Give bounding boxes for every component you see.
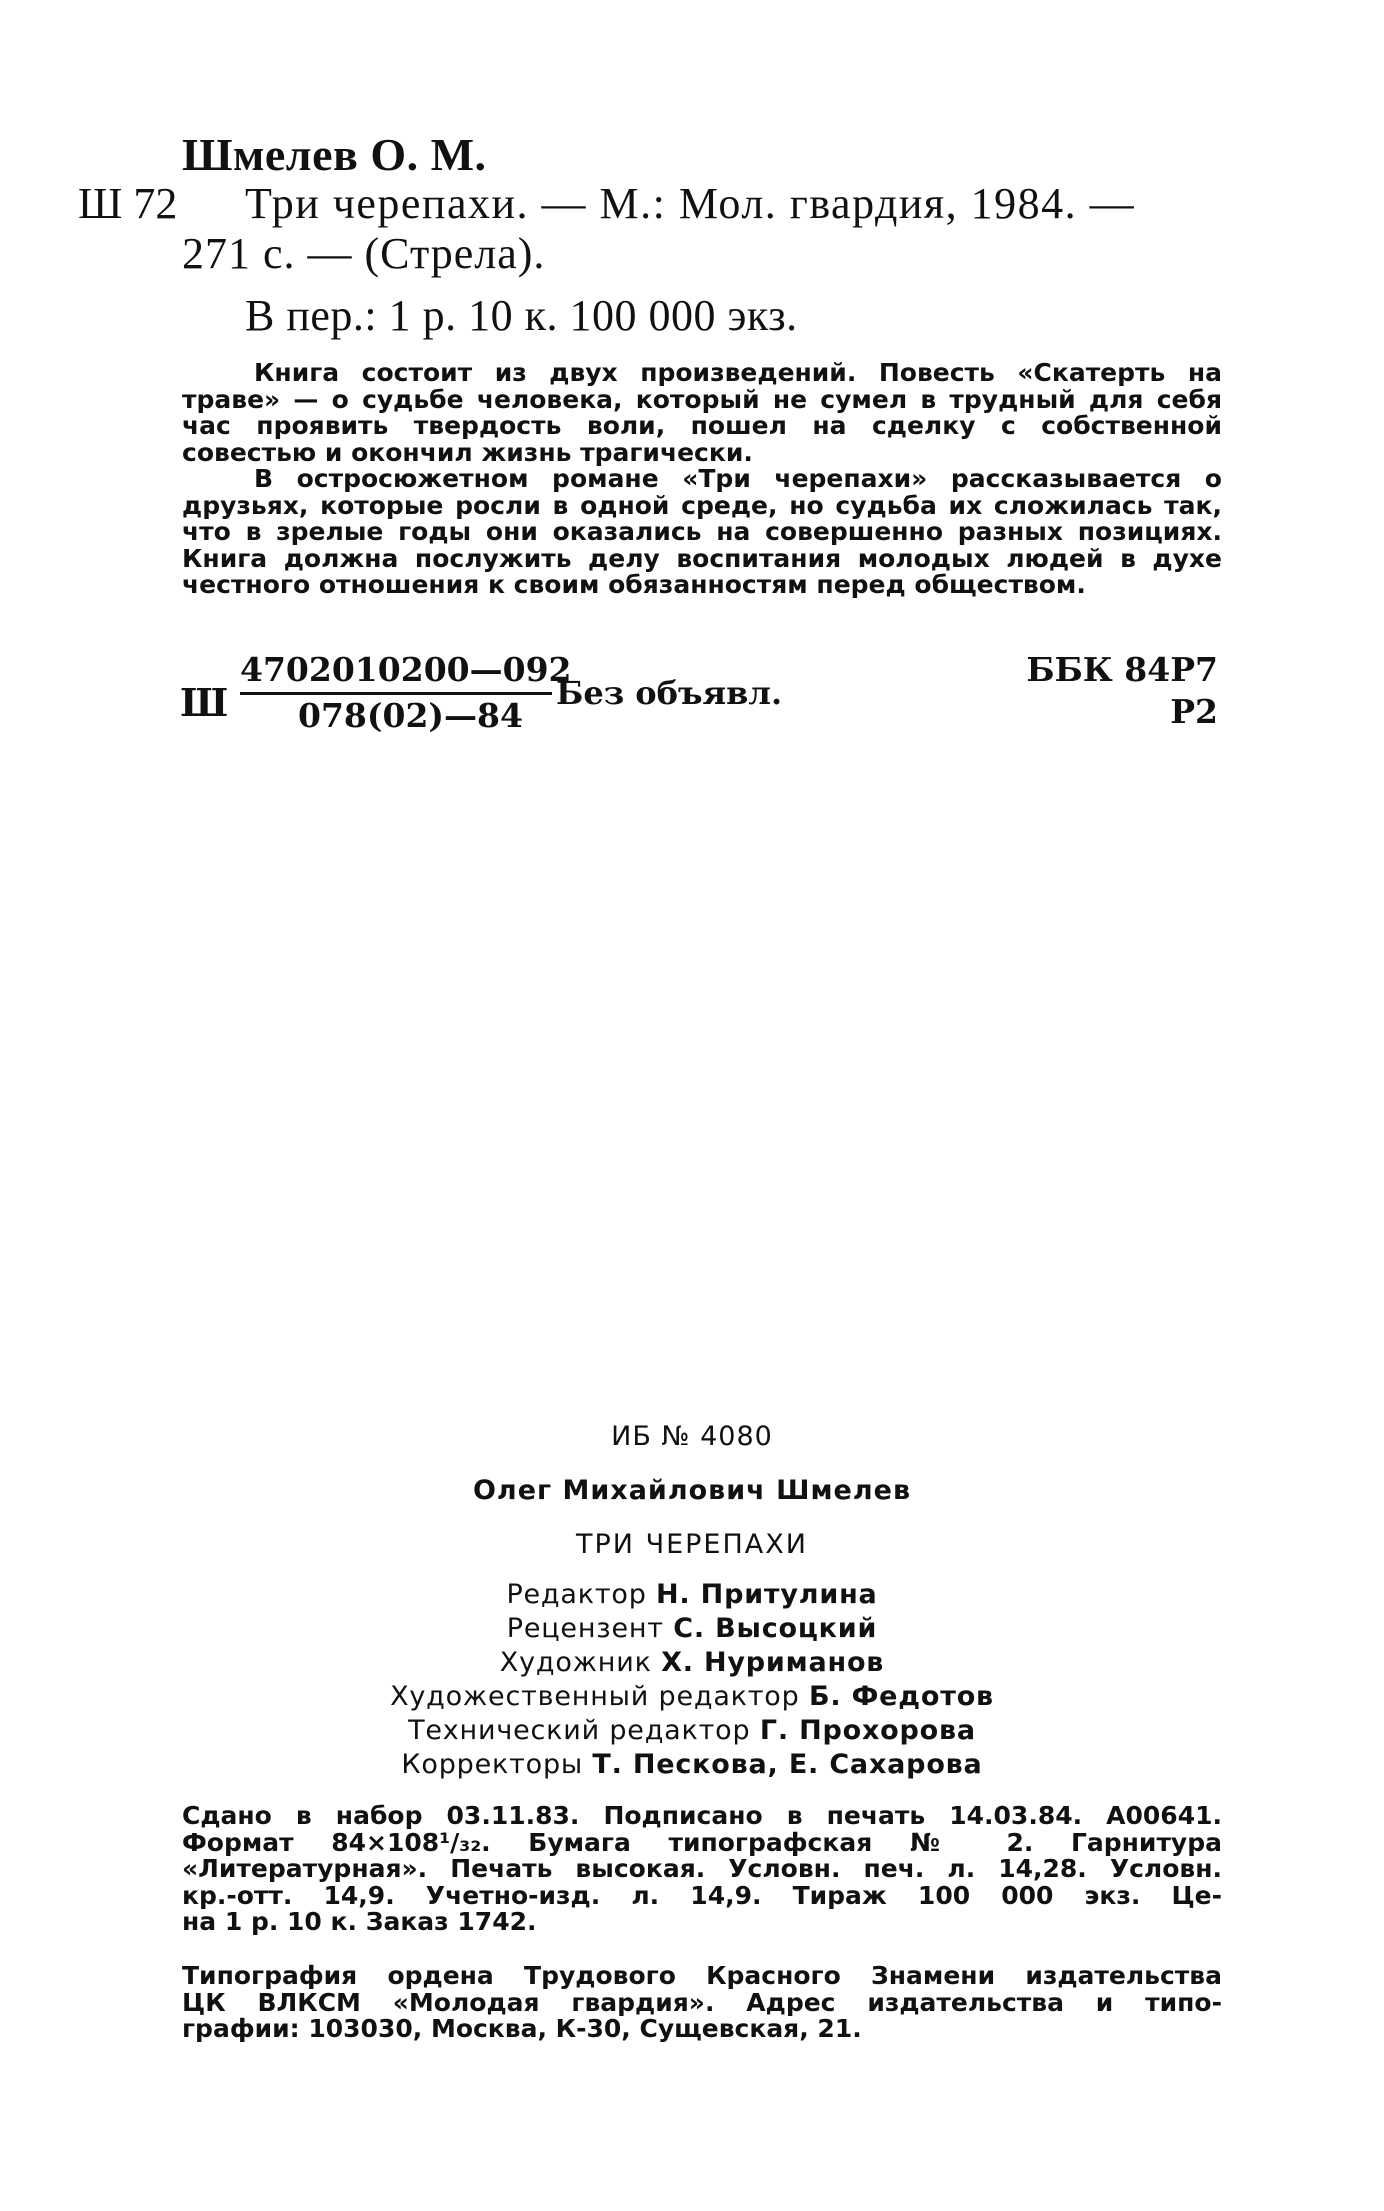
annotation-paragraph: В остросюжетном романе «Три черепахи» рассказывается о друзьях, которые росли в одной среде, но судьба их сложилась так, что в зрелые годы они оказались на совершенно разных позициях. Книга должна послужить делу воспитания молодых людей в духе честного отношения к своим обязанностям перед обществом. — [182, 464, 1222, 599]
classification-numerator: 4702010200—092 — [240, 650, 572, 689]
credit-name: Т. Пескова, Е. Сахарова — [592, 1749, 983, 1780]
technical-info-line: Сдано в набор 03.11.83. Подписано в печать 14.03.84. А00641. — [182, 1801, 1222, 1830]
classification-denominator: 078(02)—84 — [298, 696, 523, 735]
technical-info-line: кр.-отт. 14,9. Учетно-изд. л. 14,9. Тираж 100 000 экз. Це- — [182, 1880, 1222, 1910]
imprint-author: Олег Михайлович Шмелев — [472, 1475, 912, 1506]
card-bibliographic-line-1: Три черепахи. — М.: Мол. гвардия, 1984. — — [245, 179, 1136, 228]
credit-role: Рецензент — [506, 1613, 664, 1644]
classification-note: Без объявл. — [556, 674, 783, 712]
printer-info-line: Типография ордена Трудового Красного Знамени издательства — [182, 1961, 1222, 1990]
credit-row — [0, 1646, 1384, 1680]
technical-info-line: «Литературная». Печать высокая. Условн. печ. л. 14,28. Условн. — [182, 1854, 1222, 1883]
card-classification-code: Ш 72 — [78, 179, 178, 228]
credit-role: Художественный редактор — [390, 1681, 800, 1712]
technical-info-line: на 1 р. 10 к. Заказ 1742. — [182, 1907, 537, 1936]
credit-row — [0, 1680, 1384, 1714]
bbk-code-line-1: ББК 84Р7 — [1026, 650, 1218, 689]
credit-row — [0, 1578, 1384, 1612]
technical-info — [182, 1803, 1222, 1936]
credits-list — [0, 1578, 1384, 1782]
card-author: Шмелев О. М. — [182, 129, 487, 180]
credit-role: Художник — [499, 1647, 652, 1678]
credit-role: Корректоры — [401, 1749, 583, 1780]
credit-name: Г. Прохорова — [759, 1715, 976, 1746]
credit-name: С. Высоцкий — [673, 1613, 878, 1644]
printer-info — [182, 1963, 1222, 2043]
printer-info-line: ЦК ВЛКСМ «Молодая гвардия». Адрес издательства и типо- — [182, 1987, 1222, 2017]
classification-letter: Ш — [180, 680, 229, 725]
credit-name: Н. Притулина — [656, 1579, 878, 1610]
ib-number: ИБ № 4080 — [611, 1421, 773, 1452]
credit-role: Технический редактор — [408, 1715, 751, 1746]
credit-name: Х. Нуриманов — [661, 1647, 885, 1678]
technical-info-line: Формат 84×108¹/₃₂. Бумага типографская № 2. Гарнитура — [182, 1827, 1222, 1857]
credit-name: Б. Федотов — [808, 1681, 994, 1712]
fraction-divider — [240, 692, 552, 695]
annotation-paragraph: Книга состоит из двух произведений. Повесть «Скатерть на траве» — о судьбе человека, который не сумел в трудный для себя час проявить твердость воли, пошел на сделку с собственной совестью и окончил жизнь трагически. — [182, 358, 1222, 467]
card-annotation — [182, 360, 1222, 599]
credit-role: Редактор — [506, 1579, 647, 1610]
bbk-code-line-2: Р2 — [1170, 692, 1218, 731]
card-bibliographic-line-2: 271 с. — (Стрела). — [182, 229, 546, 278]
imprint-title: ТРИ ЧЕРЕПАХИ — [576, 1529, 808, 1560]
credit-row — [0, 1748, 1384, 1782]
printer-info-line: графии: 103030, Москва, К-30, Сущевская, 21. — [182, 2014, 862, 2043]
card-price-line: В пер.: 1 р. 10 к. 100 000 экз. — [245, 291, 798, 340]
credit-row — [0, 1714, 1384, 1748]
credit-row — [0, 1612, 1384, 1646]
